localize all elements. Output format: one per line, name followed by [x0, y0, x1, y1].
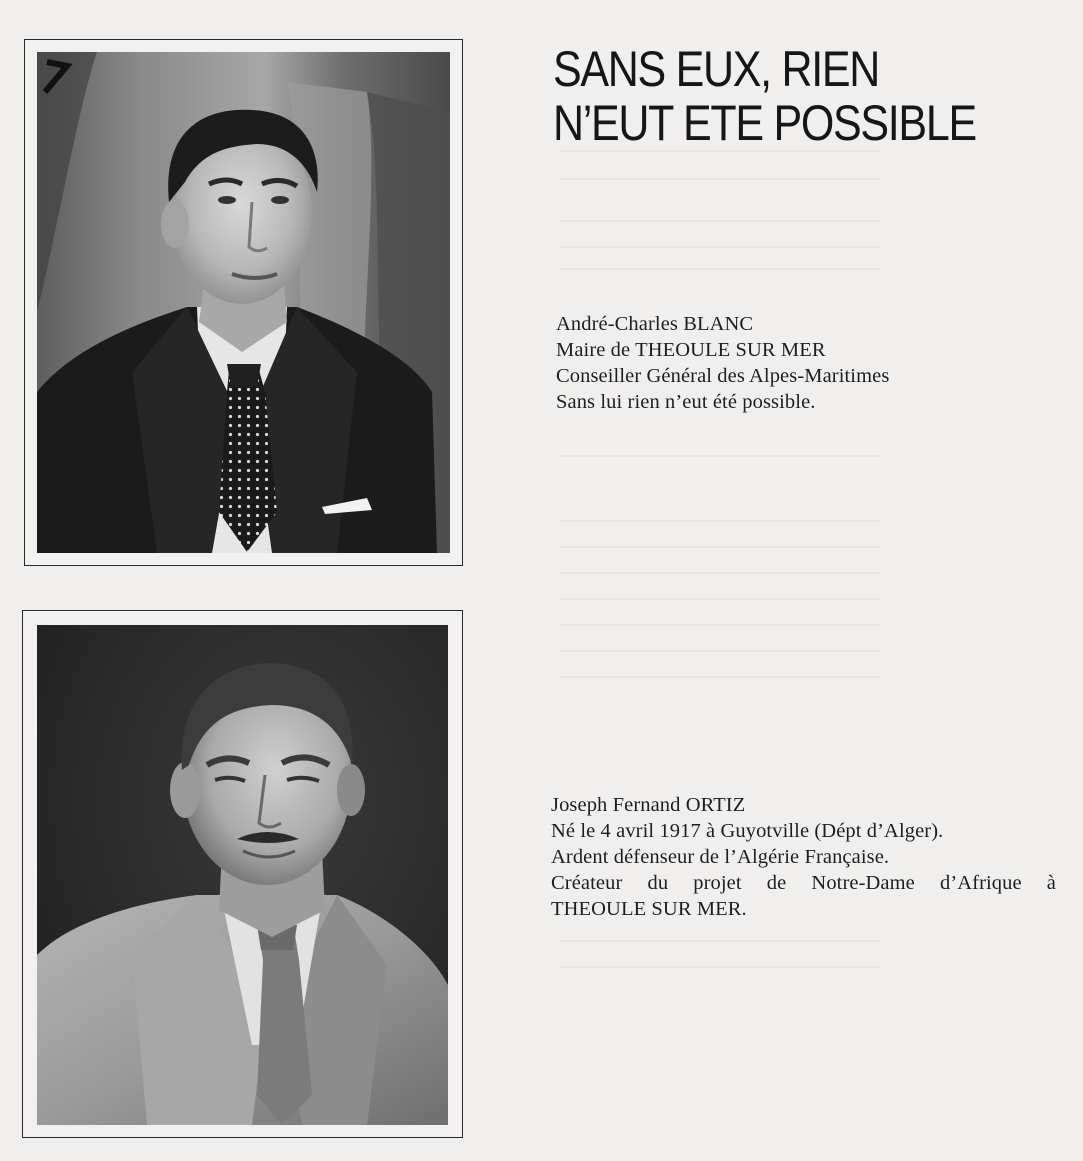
bleed-through-line [560, 520, 880, 522]
caption-ortiz [551, 792, 1056, 922]
portrait-photo-ortiz [37, 625, 448, 1125]
caption-blanc-line3: Conseiller Général des Alpes-Maritimes [556, 365, 890, 387]
bleed-through-line [560, 650, 880, 652]
bleed-through-line [560, 220, 880, 222]
bleed-through-line [560, 268, 880, 270]
title-line-1: SANS EUX, RIEN [553, 41, 880, 97]
caption-ortiz-line3: Ardent défenseur de l’Algérie Française. [551, 846, 890, 868]
bleed-through-line [560, 546, 880, 548]
caption-ortiz-name: Joseph Fernand ORTIZ [551, 794, 746, 816]
caption-ortiz-line2: Né le 4 avril 1917 à Guyotville (Dépt d’Alger). [551, 820, 944, 842]
bleed-through-line [560, 572, 880, 574]
bleed-through-line [560, 598, 880, 600]
caption-ortiz-line4: Créateur du projet de Notre-Dame d’Afrique à [551, 872, 1056, 894]
title-line-2: N’EUT ETE POSSIBLE [553, 95, 976, 151]
bleed-through-line [560, 966, 880, 968]
portrait-photo-blanc [37, 52, 450, 553]
caption-ortiz-line5: THEOULE SUR MER. [551, 898, 747, 920]
page-title [553, 42, 976, 150]
bleed-through-line [560, 246, 880, 248]
caption-blanc-name: André-Charles BLANC [556, 313, 754, 335]
caption-blanc-line4: Sans lui rien n’eut été possible. [556, 391, 816, 413]
bleed-through-line [560, 624, 880, 626]
caption-blanc-line2: Maire de THEOULE SUR MER [556, 339, 826, 361]
bleed-through-line [560, 676, 880, 678]
bleed-through-line [560, 455, 880, 457]
bleed-through-line [560, 940, 880, 942]
bleed-through-line [560, 178, 880, 180]
caption-blanc [556, 311, 896, 415]
